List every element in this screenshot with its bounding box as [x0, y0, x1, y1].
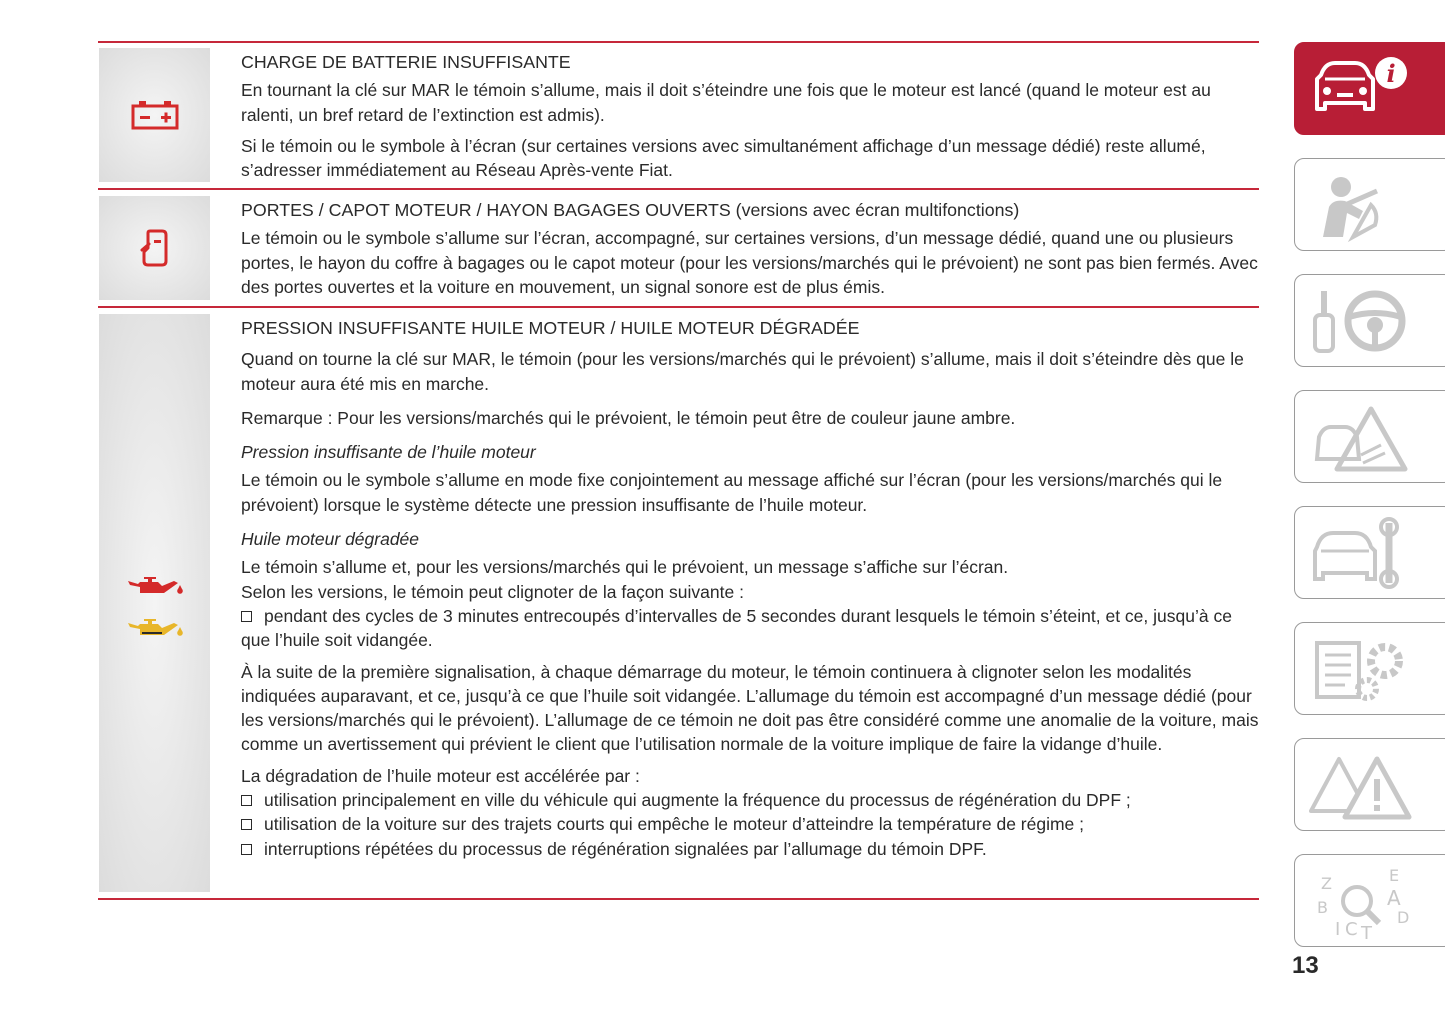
car-info-icon	[1305, 49, 1415, 129]
subtitle: Huile moteur dégradée	[241, 529, 420, 550]
side-tab-emergency-warnings[interactable]	[1294, 738, 1445, 831]
svg-text:I: I	[1335, 919, 1341, 940]
svg-text:E: E	[1389, 866, 1400, 885]
paragraph: Selon les versions, le témoin peut clignoter de la façon suivante :	[241, 581, 744, 602]
alphabetical-index-icon	[1305, 861, 1415, 941]
key-steering-wheel-icon	[1305, 281, 1415, 361]
side-tab-car-info[interactable]	[1294, 42, 1445, 135]
list-item-text: pendant des cycles de 3 minutes entrecoupés d’intervalles de 5 secondes durant lesquels le témoin s’éteint, et ce, jusqu’à ce que l’huile soit vidangée.	[241, 605, 1232, 651]
section-doors	[241, 198, 1263, 299]
side-tab-safety[interactable]	[1294, 158, 1445, 251]
page-number: 13	[1292, 952, 1319, 979]
paragraph: Quand on tourne la clé sur MAR, le témoin (pour les versions/marchés qui le prévoient) s’allume, mais il doit s’éteindre dès que le moteur aura été mis en marche.	[241, 349, 1244, 394]
section-title: PRESSION INSUFFISANTE HUILE MOTEUR / HUILE MOTEUR DÉGRADÉE	[241, 318, 860, 338]
side-tab-emergency[interactable]	[1294, 390, 1445, 483]
side-tab-starting-driving[interactable]	[1294, 274, 1445, 367]
oil-pressure-red-icon	[126, 575, 184, 597]
svg-text:Z: Z	[1321, 874, 1332, 893]
list-item-text: interruptions répétées du processus de régénération signalées par l’allumage du témoin DPF.	[264, 838, 987, 859]
list-item	[241, 812, 1263, 836]
paragraph: À la suite de la première signalisation, à chaque démarrage du moteur, le témoin continuera à clignoter selon les modalités indiquées auparavant, et ce, jusqu’à ce que l’huile soit vidangée. L’allumage du témoin est accompagné d’un message dédié (pour les versions/marchés qui le prévoient). L’allumage de ce témoin ne doit pas être considéré comme une anomalie de la voiture, mais comme un avertissement qui prévient le client que l’utilisation normale de la voiture implique de faire la vidange d’huile.	[241, 661, 1259, 755]
paragraph: Si le témoin ou le symbole à l’écran (sur certaines versions avec simultanément affichage d’un message dédié) reste allumé, s’adresser immédiatement au Réseau Après-vente Fiat.	[241, 135, 1206, 181]
icon-cell-oil	[99, 314, 210, 892]
battery-warning-icon	[131, 100, 179, 130]
icon-cell-door	[99, 196, 210, 300]
technical-data-icon	[1305, 629, 1415, 709]
paragraph: Le témoin ou le symbole s’allume sur l’écran, accompagné, sur certaines versions, d’un message dédié, quand une ou plusieurs portes, le hayon du coffre à bagages ou le capot moteur (pour les versions/marchés qui le prévoient) ne sont pas bien fermés. Avec des portes ouvertes et la voiture en mouvement, un signal sonore est de plus émis.	[241, 228, 1258, 297]
section-divider	[98, 41, 1259, 43]
section-divider	[98, 898, 1259, 900]
section-title: CHARGE DE BATTERIE INSUFFISANTE	[241, 52, 571, 72]
list-item	[241, 604, 1263, 653]
paragraph: Le témoin s’allume et, pour les versions/marchés qui le prévoient, un message s’affiche sur l’écran.	[241, 557, 1009, 578]
checkbox-bullet-icon	[241, 611, 252, 622]
svg-text:i: i	[1386, 59, 1396, 88]
paragraph: Le témoin ou le symbole s’allume en mode fixe conjointement au message affiché sur l’écran (pour les versions/marchés qui le prévoient) lorsque le système détecte une pression insuffisante de l’huile moteur.	[241, 470, 1223, 515]
paragraph: La dégradation de l’huile moteur est accélérée par :	[241, 765, 640, 786]
section-title: PORTES / CAPOT MOTEUR / HAYON BAGAGES OUVERTS (versions avec écran multifonctions)	[241, 200, 1020, 220]
svg-text:B: B	[1317, 898, 1328, 917]
svg-text:D: D	[1397, 908, 1410, 927]
icon-cell-battery	[99, 48, 210, 182]
section-divider	[98, 188, 1259, 190]
checkbox-bullet-icon	[241, 795, 252, 806]
side-tab-index[interactable]	[1294, 854, 1445, 947]
door-open-warning-icon	[140, 228, 170, 268]
svg-text:A: A	[1387, 886, 1401, 910]
emergency-breakdown-icon	[1305, 397, 1415, 477]
svg-text:C: C	[1345, 919, 1358, 940]
list-item	[241, 788, 1263, 812]
checkbox-bullet-icon	[241, 819, 252, 830]
oil-pressure-amber-icon	[126, 617, 184, 639]
subtitle: Pression insuffisante de l’huile moteur	[241, 442, 536, 463]
side-tab-maintenance[interactable]	[1294, 506, 1445, 599]
checkbox-bullet-icon	[241, 844, 252, 855]
paragraph: Remarque : Pour les versions/marchés qui le prévoient, le témoin peut être de couleur jaune ambre.	[241, 407, 1016, 428]
car-maintenance-icon	[1305, 513, 1415, 593]
section-divider	[98, 306, 1259, 308]
svg-text:T: T	[1361, 923, 1372, 941]
safety-person-icon	[1305, 165, 1415, 245]
paragraph: En tournant la clé sur MAR le témoin s’allume, mais il doit s’éteindre une fois que le moteur est lancé (quand le moteur est au ralenti, un bref retard de l’extinction est admis).	[241, 80, 1211, 125]
side-tab-technical-data[interactable]	[1294, 622, 1445, 715]
section-battery	[241, 50, 1263, 182]
list-item	[241, 837, 1263, 861]
section-oil	[241, 316, 1263, 861]
list-item-text: utilisation principalement en ville du véhicule qui augmente la fréquence du processus de régénération du DPF ;	[264, 790, 1131, 811]
warning-triangles-icon	[1305, 745, 1415, 825]
list-item-text: utilisation de la voiture sur des trajets courts qui empêche le moteur d’atteindre la température de régime ;	[264, 814, 1085, 835]
